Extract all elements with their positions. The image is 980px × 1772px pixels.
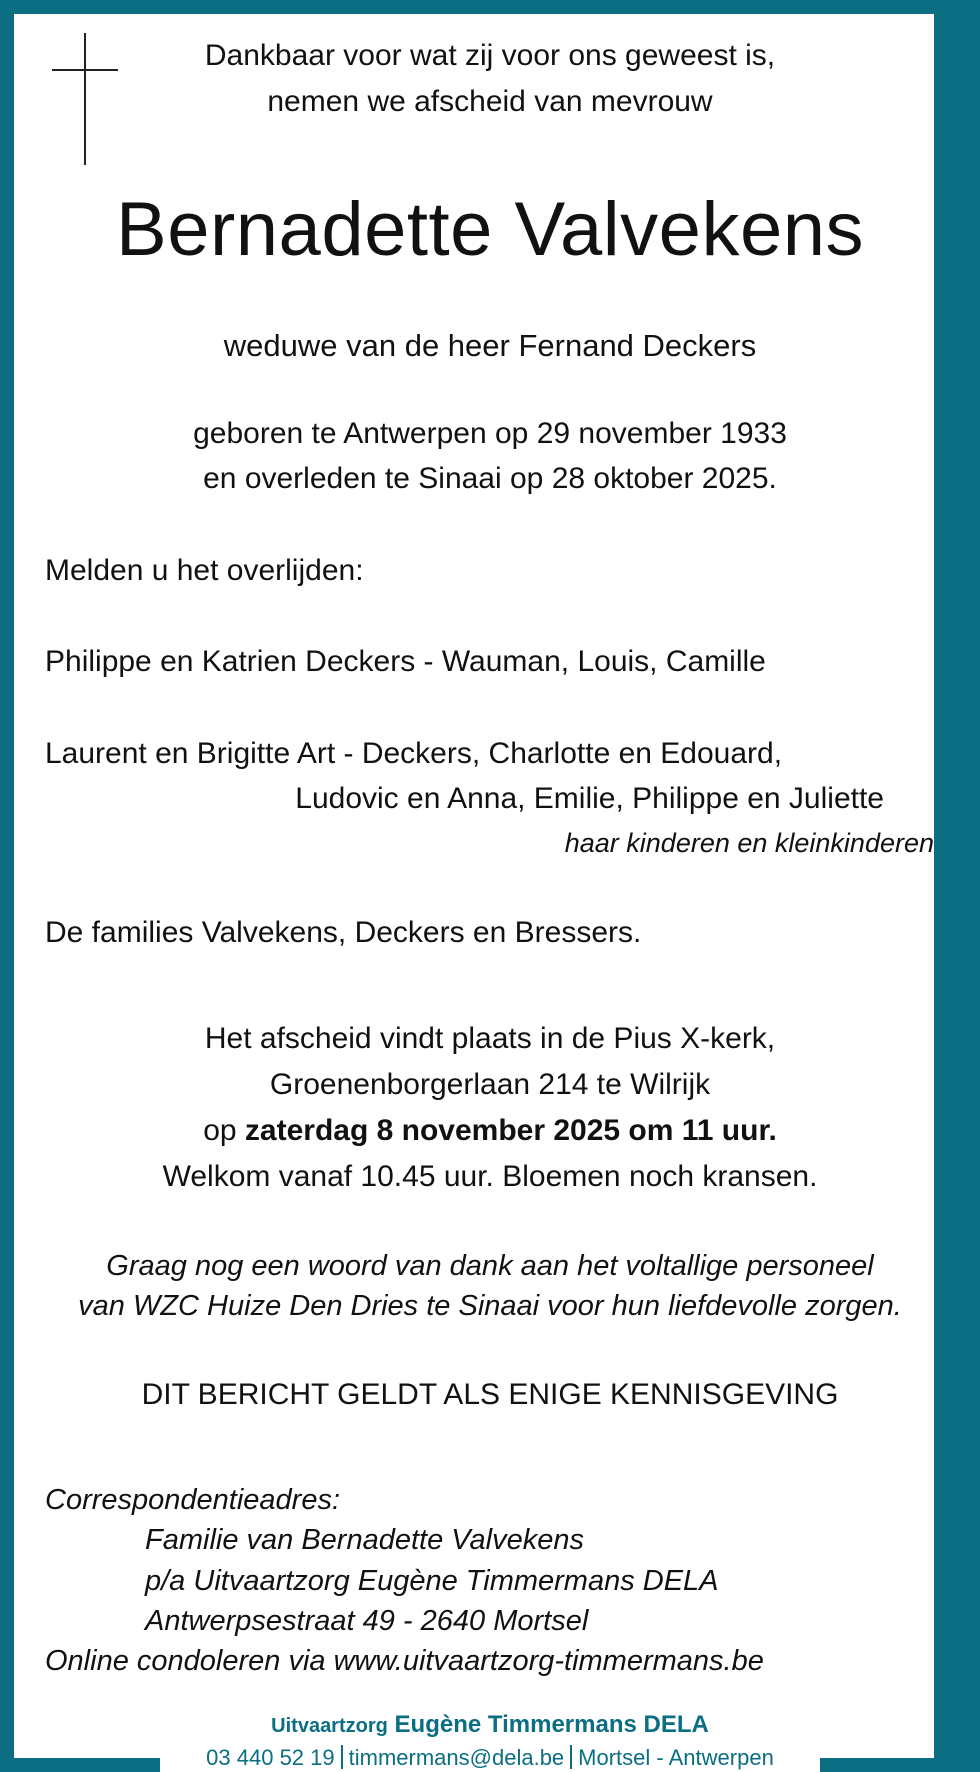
birth-line: geboren te Antwerpen op 29 november 1933	[193, 417, 787, 450]
correspondence-line-1: Familie van Bernadette Valvekens	[145, 1524, 584, 1556]
ceremony-date-prefix: op	[203, 1114, 245, 1147]
relation-note: haar kinderen en kleinkinderen	[564, 828, 934, 858]
ceremony-line-2: Groenenborgerlaan 214 te Wilrijk	[269, 1068, 711, 1101]
family-2-line-2: Ludovic en Anna, Emilie, Philippe en Juliette	[295, 782, 884, 815]
contact-phone[interactable]: 03 440 52 19	[206, 1745, 335, 1770]
correspondence-line-3: Antwerpsestraat 49 - 2640 Mortsel	[145, 1605, 589, 1637]
families-line: De families Valvekens, Deckers en Bressers.	[45, 916, 642, 949]
notice: DIT BERICHT GELDT ALS ENIGE KENNISGEVING	[141, 1378, 839, 1411]
death-line: en overleden te Sinaai op 28 oktober 2025.	[203, 462, 777, 495]
correspondence-line-2: p/a Uitvaartzorg Eugène Timmermans DELA	[145, 1565, 719, 1597]
online-condolence: Online condoleren via www.uitvaartzorg-timmermans.be	[45, 1645, 764, 1677]
family-1: Philippe en Katrien Deckers - Wauman, Louis, Camille	[45, 645, 766, 678]
separator	[341, 1745, 343, 1769]
ceremony-line-3	[0, 1114, 980, 1148]
thanks-line-1: Graag nog een woord van dank aan het voltallige personeel	[106, 1250, 874, 1282]
intro-line-1: Dankbaar voor wat zij voor ons geweest is,	[204, 39, 776, 72]
ceremony-line-4: Welkom vanaf 10.45 uur. Bloemen noch kransen.	[162, 1160, 818, 1193]
contact-location: Mortsel - Antwerpen	[578, 1745, 774, 1770]
company-brand: Eugène Timmermans DELA	[394, 1711, 709, 1738]
ceremony-line-1: Het afscheid vindt plaats in de Pius X-kerk,	[204, 1022, 776, 1055]
contact-bar	[160, 1743, 820, 1772]
separator	[570, 1745, 572, 1769]
deceased-name: Bernadette Valvekens	[116, 187, 864, 272]
company-name	[0, 1711, 980, 1739]
intro-line-2: nemen we afscheid van mevrouw	[267, 85, 713, 118]
company-prefix: Uitvaartzorg	[271, 1715, 388, 1737]
thanks-line-2: van WZC Huize Den Dries te Sinaai voor hun liefdevolle zorgen.	[78, 1290, 902, 1322]
contact-email[interactable]: timmermans@dela.be	[348, 1745, 565, 1770]
relation-line: weduwe van de heer Fernand Deckers	[223, 328, 757, 363]
family-2-line-1: Laurent en Brigitte Art - Deckers, Charlotte en Edouard,	[45, 737, 783, 770]
announcers-heading: Melden u het overlijden:	[45, 554, 364, 587]
ceremony-date: zaterdag 8 november 2025 om 11 uur.	[244, 1114, 777, 1147]
correspondence-label: Correspondentieadres:	[45, 1484, 341, 1516]
